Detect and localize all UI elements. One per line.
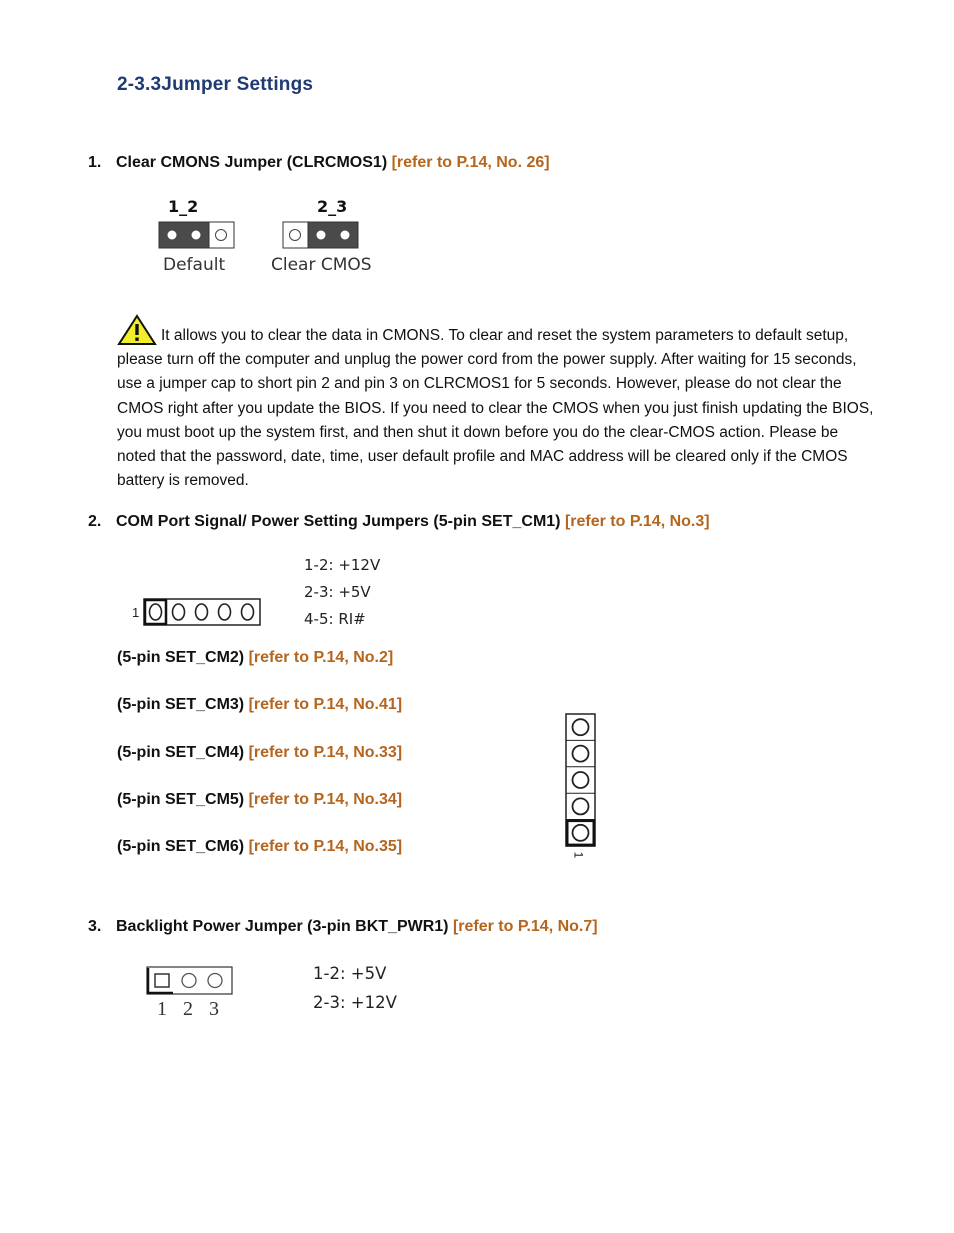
- item-clear-cmos: [88, 154, 550, 172]
- vertical-pin1-label: 1: [571, 851, 586, 859]
- clear-pins-label: 2_3: [317, 197, 348, 216]
- item-text: Backlight Power Jumper (3-pin BKT_PWR1): [116, 918, 453, 935]
- vertical-5pin-header-diagram: [564, 712, 598, 850]
- sub-jumper-cm3: (5-pin SET_CM3) [refer to P.14, No.41]: [117, 696, 403, 713]
- com-option: 4-5: RI#: [304, 610, 366, 628]
- sub-jumper-cm6: (5-pin SET_CM6) [refer to P.14, No.35]: [117, 838, 403, 855]
- com-5pin-header-diagram: [143, 598, 261, 628]
- sub-jumper-cm4: (5-pin SET_CM4) [refer to P.14, No.33]: [117, 744, 403, 761]
- default-label: Default: [163, 255, 226, 275]
- warning-paragraph: [117, 314, 877, 493]
- com-option: 1-2: +12V: [304, 556, 381, 574]
- backlight-3pin-header-diagram: [146, 966, 234, 996]
- item-number: 2.: [88, 513, 102, 530]
- sub-jumper-cm5: (5-pin SET_CM5) [refer to P.14, No.34]: [117, 791, 403, 808]
- item-reference: [refer to P.14, No.7]: [452, 918, 598, 935]
- item-number: 1.: [88, 154, 102, 171]
- item-reference: [refer to P.14, No. 26]: [391, 154, 550, 171]
- item-reference: [refer to P.14, No.3]: [564, 513, 710, 530]
- section-title: 2-3.3Jumper Settings: [117, 74, 314, 95]
- clear-cmos-label: Clear CMOS: [271, 255, 372, 275]
- backlight-pin-number: 3: [209, 998, 219, 1020]
- backlight-option: 2-3: +12V: [313, 993, 397, 1012]
- pin1-label: 1: [132, 605, 140, 620]
- com-option: 2-3: +5V: [304, 583, 371, 601]
- item-number: 3.: [88, 918, 102, 935]
- backlight-pin-number: 2: [183, 998, 193, 1020]
- item-text: Clear CMONS Jumper (CLRCMOS1): [116, 154, 392, 171]
- jumper-clear-diagram: [282, 221, 360, 249]
- default-pins-label: 1_2: [168, 197, 199, 216]
- backlight-pin-number: 1: [157, 998, 167, 1020]
- item-com-port: [88, 513, 710, 531]
- warning-icon: [117, 314, 157, 346]
- warning-text: It allows you to clear the data in CMONS. To clear and reset the system parameters to default setup, please turn off the computer and unplug the power cord from the power supply. After waiting for 15 seconds, use a jumper cap to short pin 2 and pin 3 on CLRCMOS1 for 5 seconds. However, please do not clear the CMOS right after you update the BIOS. If you need to clear the CMOS when you just finish updating the BIOS, you must boot up the system first, and then shut it down before you do the clear-CMOS action. Please be noted that the password, date, time, user default profile and MAC address will be cleared only if the CMOS battery is removed.: [117, 327, 874, 490]
- sub-jumper-cm2: (5-pin SET_CM2) [refer to P.14, No.2]: [117, 649, 394, 666]
- jumper-default-diagram: [158, 221, 236, 249]
- backlight-option: 1-2: +5V: [313, 964, 387, 983]
- item-text: COM Port Signal/ Power Setting Jumpers (5-pin SET_CM1): [116, 513, 565, 530]
- item-backlight: [88, 918, 598, 936]
